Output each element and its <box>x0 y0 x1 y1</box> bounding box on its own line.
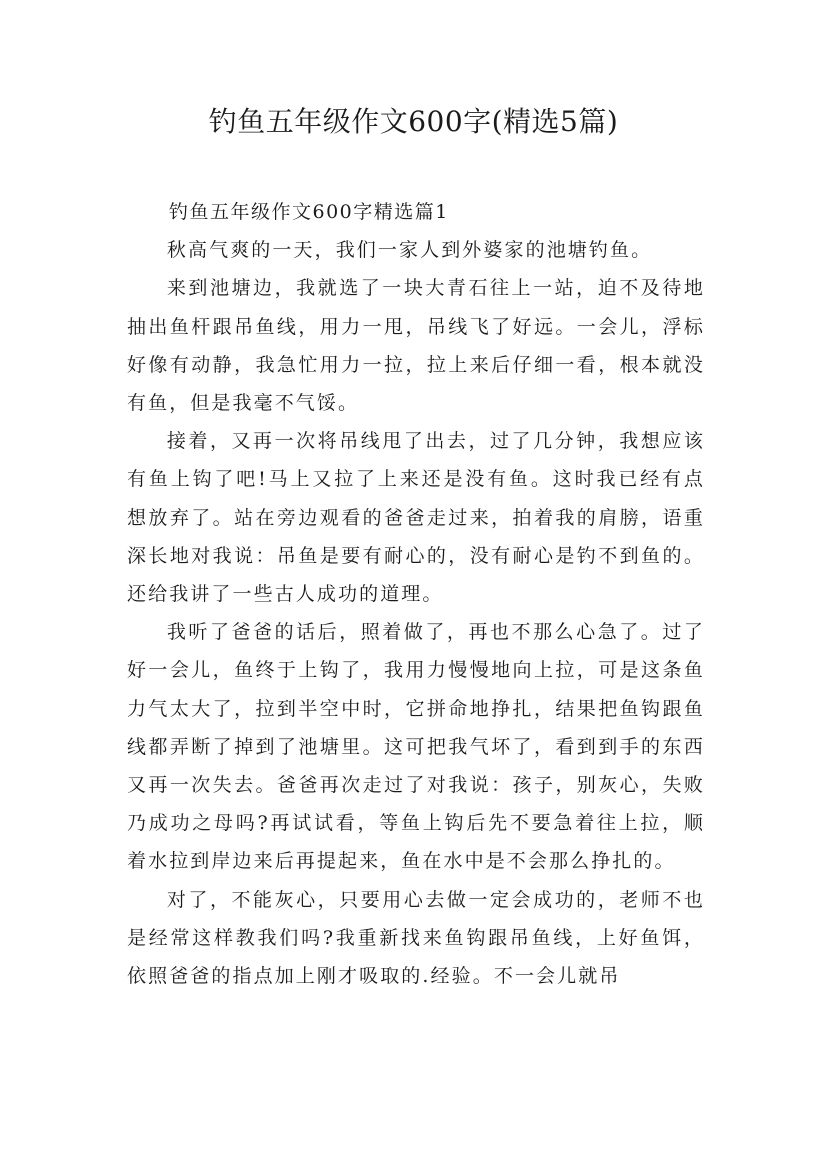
section-heading: 钓鱼五年级作文600字精选篇1 <box>169 201 449 223</box>
paragraph: 来到池塘边，我就选了一块大青石往上一站，迫不及待地抽出鱼杆跟吊鱼线，用力一甩，吊线飞了好远。一会儿，浮标好像有动静，我急忙用力一拉，拉上来后仔细一看，根本就没有鱼，但是我毫不气馁。 <box>127 277 705 415</box>
paragraph: 接着，又再一次将吊线甩了出去，过了几分钟，我想应该有鱼上钩了吧!马上又拉了上来还是没有鱼。这时我已经有点想放弃了。站在旁边观看的爸爸走过来，拍着我的肩膀，语重深长地对我说：吊鱼是要有耐心的，没有耐心是钓不到鱼的。还给我讲了一些古人成功的道理。 <box>127 430 705 606</box>
document-body <box>127 193 705 995</box>
paragraph: 秋高气爽的一天，我们一家人到外婆家的池塘钓鱼。 <box>166 239 653 262</box>
paragraph: 对了，不能灰心，只要用心去做一定会成功的，老师不也是经常这样教我们吗?我重新找来鱼钩跟吊鱼线，上好鱼饵，依照爸爸的指点加上刚才吸取的.经验。不一会儿就吊 <box>127 888 705 988</box>
document-title: 钓鱼五年级作文600字(精选5篇) <box>208 105 619 138</box>
paragraph: 我听了爸爸的话后，照着做了，再也不那么心急了。过了好一会儿，鱼终于上钩了，我用力慢慢地向上拉，可是这条鱼力气太大了，拉到半空中时，它拼命地挣扎，结果把鱼钩跟鱼线都弄断了掉到了池塘里。这可把我气坏了，看到到手的东西又再一次失去。爸爸再次走过了对我说：孩子，别灰心，失败乃成功之母吗?再试试看，等鱼上钩后先不要急着往上拉，顺着水拉到岸边来后再提起来，鱼在水中是不会那么挣扎的。 <box>127 621 705 873</box>
